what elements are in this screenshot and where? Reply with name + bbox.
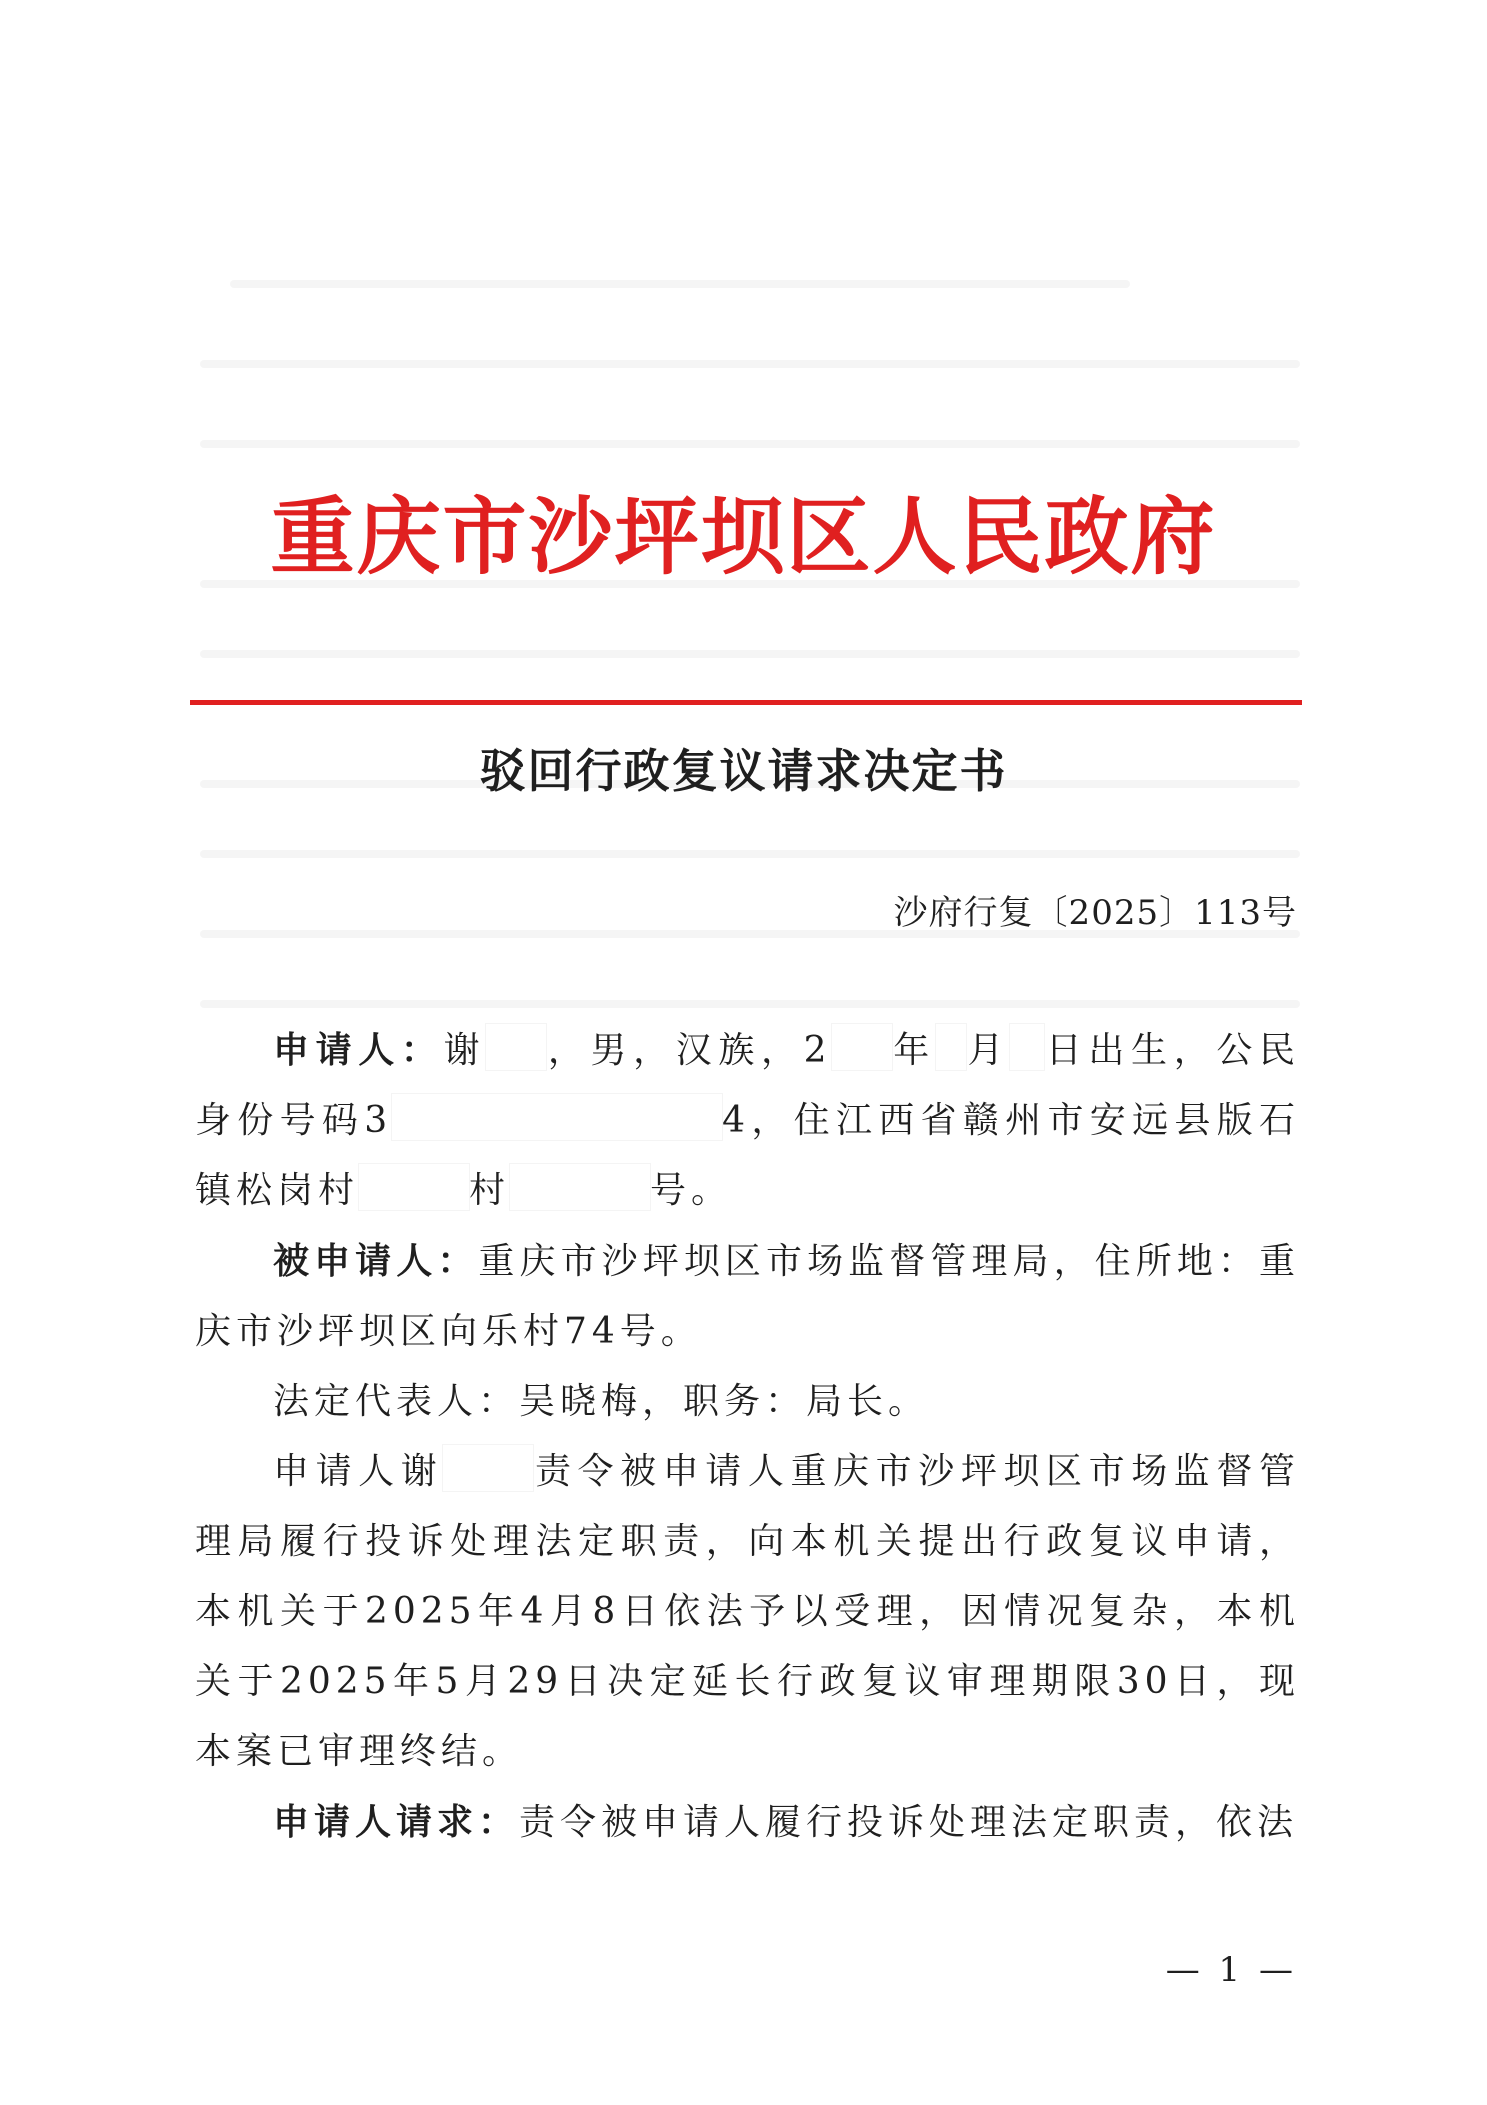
request-paragraph <box>195 1787 1300 1858</box>
request-text: 责令被申请人履行投诉处理法定职责，依法 <box>519 1802 1299 1843</box>
respondent-text: 重庆市沙坪坝区市场监督管理局，住所地：重庆市沙坪坝区向乐村74号。 <box>195 1241 1300 1352</box>
redaction <box>359 1164 469 1210</box>
redaction <box>832 1024 892 1070</box>
redaction <box>486 1024 546 1070</box>
applicant-text: 谢 <box>443 1030 487 1071</box>
applicant-text: 日出生，公民身份号码3 <box>195 1030 1300 1141</box>
respondent-label: 被申请人： <box>273 1240 479 1282</box>
bleed-through-line <box>200 1000 1300 1008</box>
page-number: — 1 — <box>1165 1950 1297 1990</box>
redaction <box>1010 1024 1044 1070</box>
letterhead: 重庆市沙坪坝区人民政府 <box>270 487 1217 586</box>
document-title: 驳回行政复议请求决定书 <box>479 744 1008 798</box>
applicant-paragraph <box>195 1015 1300 1226</box>
case-text: 申请人谢 <box>273 1451 444 1492</box>
bleed-through-line <box>200 650 1300 658</box>
applicant-text: 4，住江西省赣州市安远县版石镇松岗村 <box>195 1100 1300 1211</box>
bleed-through-line <box>200 440 1300 448</box>
case-text: 责令被申请人重庆市沙坪坝区市场监督管理局履行投诉处理法定职责，向本机关提出行政复议申请，本机关于2025年4月8日依法予以受理，因情况复杂，本机关于2025年5月29日决定延长行政复议审理期限30日，现本案已审理终结。 <box>195 1451 1300 1772</box>
applicant-text: 村 <box>469 1170 511 1211</box>
applicant-label: 申请人： <box>273 1029 444 1071</box>
request-label: 申请人请求： <box>273 1801 520 1843</box>
applicant-text: 号。 <box>650 1170 733 1211</box>
document-number: 沙府行复〔2025〕113号 <box>893 893 1297 933</box>
applicant-text: 月 <box>965 1030 1011 1071</box>
applicant-text: 年 <box>891 1030 936 1071</box>
case-paragraph <box>195 1437 1300 1787</box>
bleed-through-line <box>230 280 1130 288</box>
redaction <box>936 1024 966 1070</box>
bleed-through-line <box>200 360 1300 368</box>
bleed-through-line <box>200 850 1300 858</box>
redaction <box>510 1164 650 1210</box>
body-text <box>195 1015 1300 1858</box>
applicant-text: ，男，汉族，2 <box>546 1030 832 1071</box>
legal-representative: 法定代表人：吴晓梅，职务：局长。 <box>273 1381 930 1422</box>
red-divider <box>190 700 1302 705</box>
respondent-paragraph <box>195 1226 1300 1367</box>
redaction <box>392 1094 722 1140</box>
redaction <box>443 1445 533 1491</box>
